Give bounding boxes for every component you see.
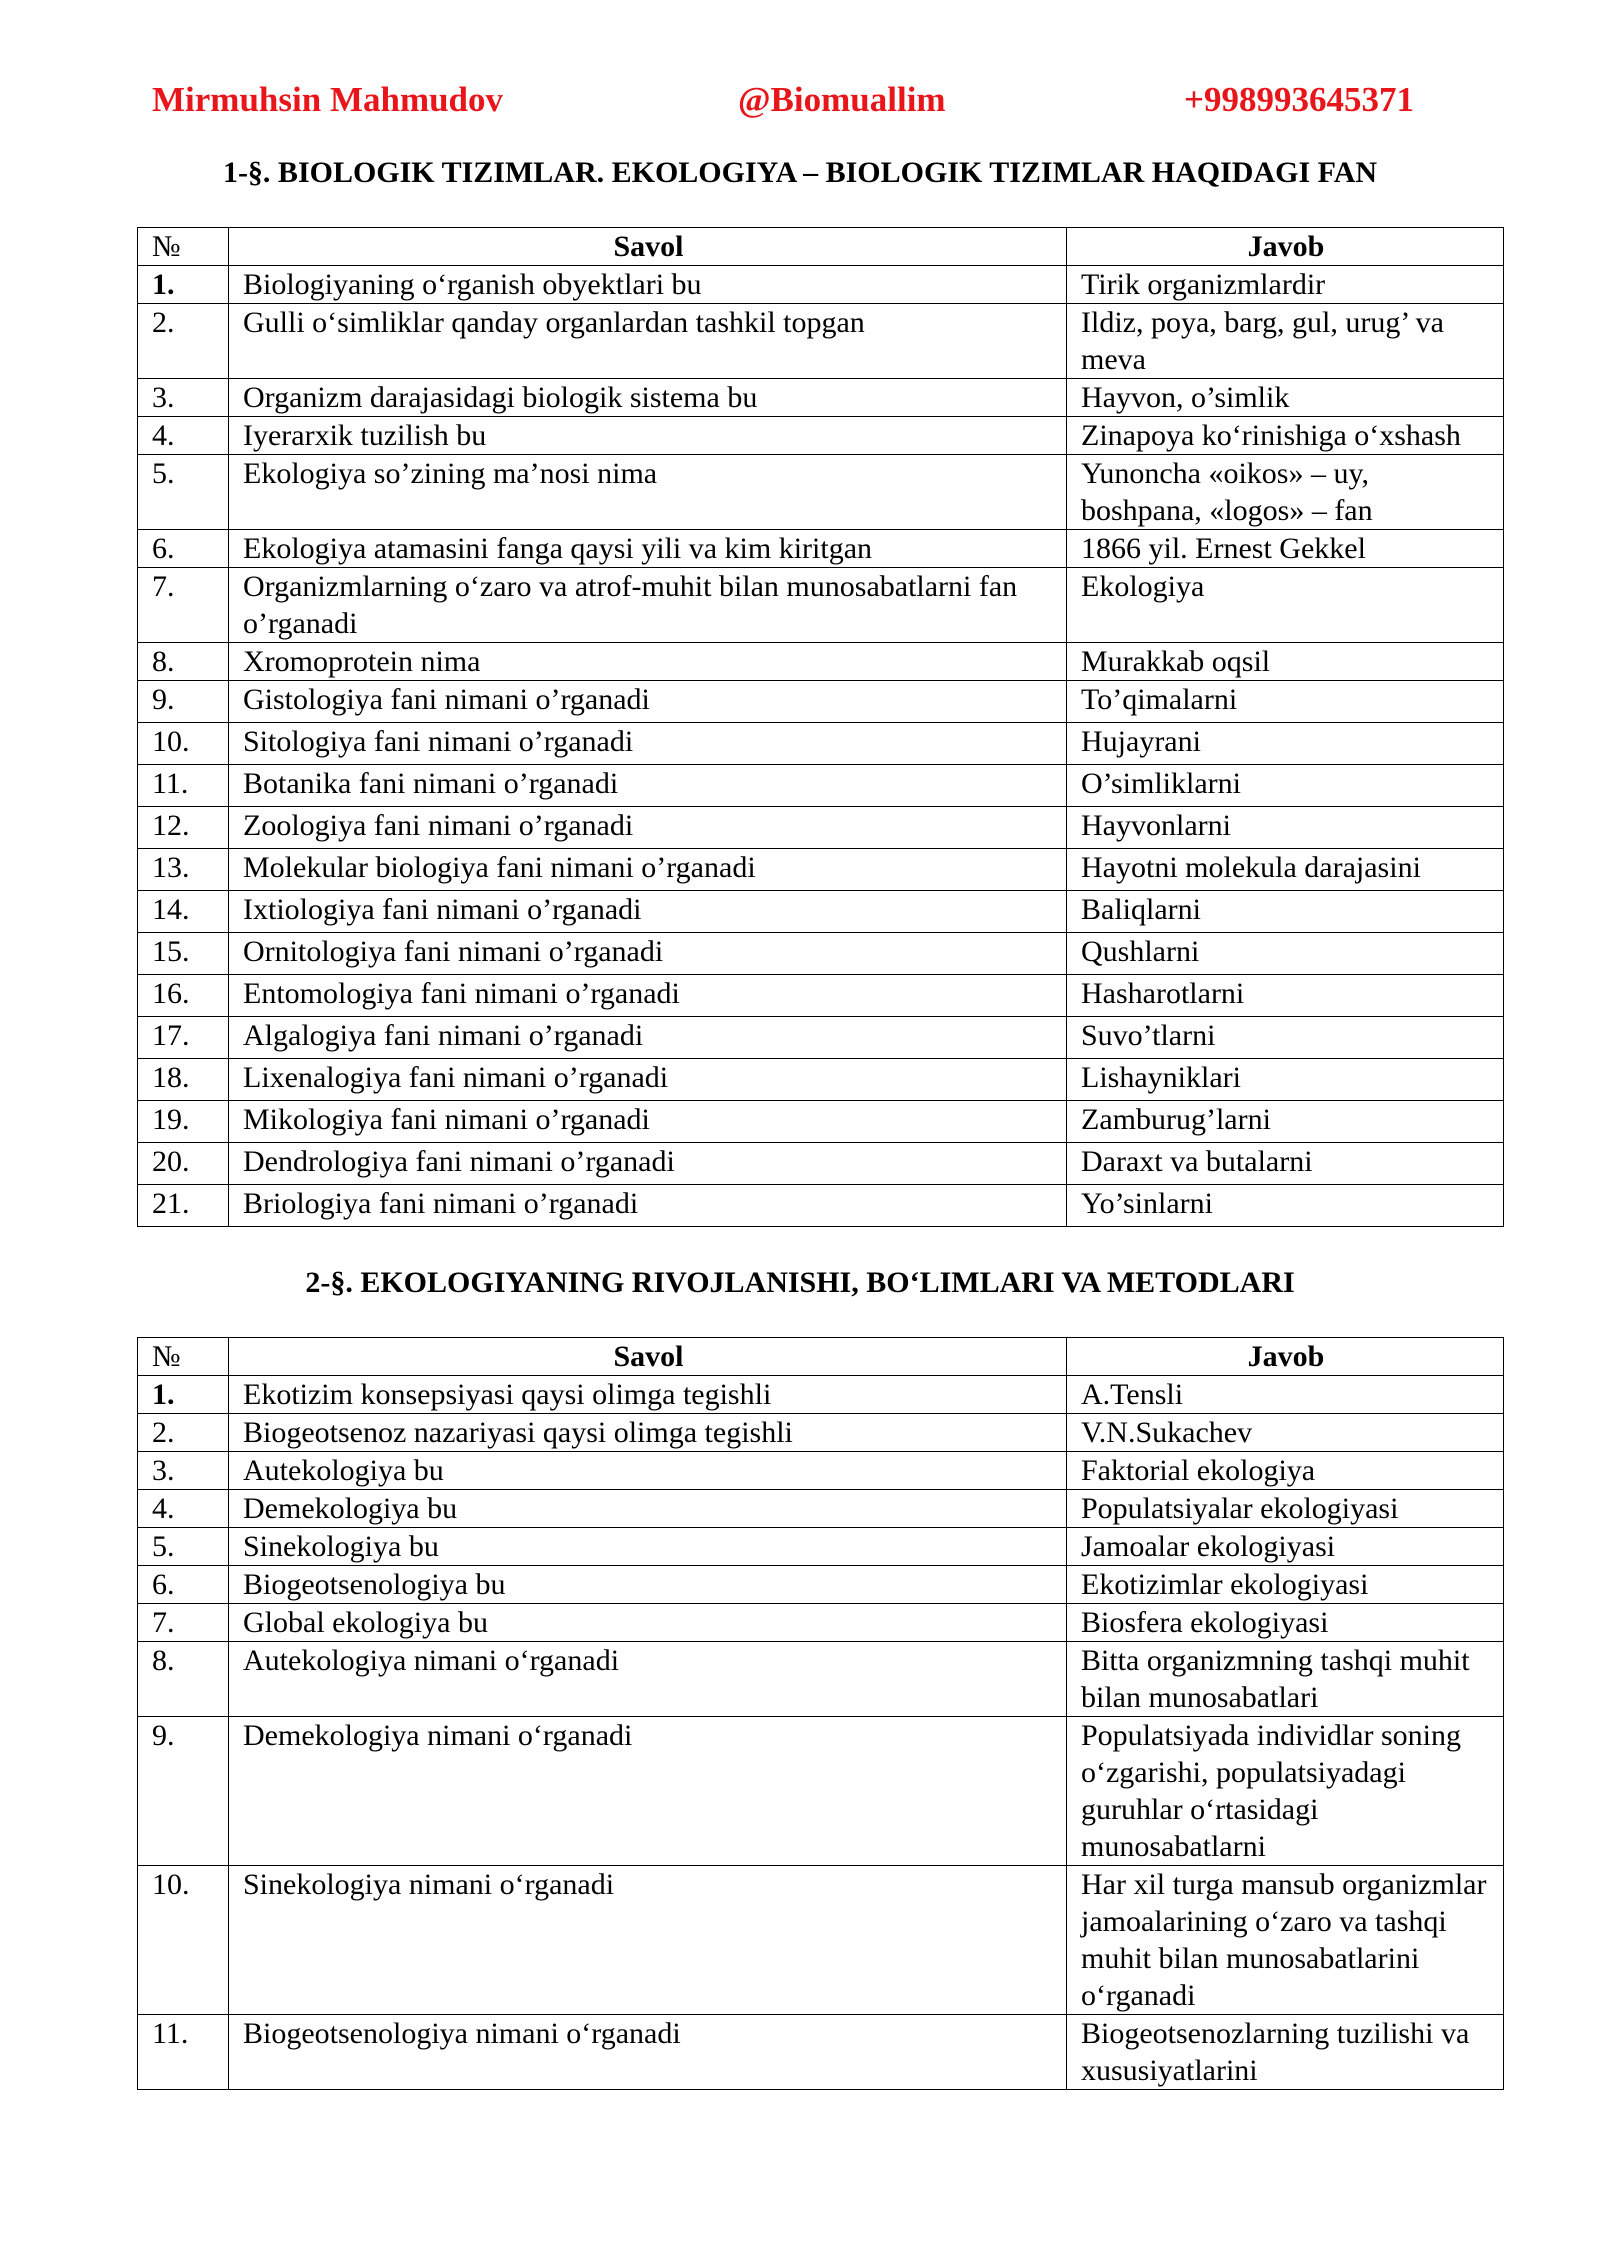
- answer-cell: Biogeotsenozlarning tuzilishi va xususiyatlarini: [1067, 2015, 1504, 2090]
- question-cell: Sitologiya fani nimani o’rganadi: [229, 723, 1067, 765]
- question-cell: Demekologiya bu: [229, 1490, 1067, 1528]
- table-row: [138, 568, 1504, 643]
- answer-cell: Ildiz, poya, barg, gul, urug’ va meva: [1067, 304, 1504, 379]
- question-cell: Biogeotsenologiya nimani o‘rganadi: [229, 2015, 1067, 2090]
- question-cell: Autekologiya nimani o‘rganadi: [229, 1642, 1067, 1717]
- answer-cell: Yo’sinlarni: [1067, 1185, 1504, 1227]
- telegram-handle: @Biomuallim: [738, 80, 946, 119]
- answer-cell: Tirik organizmlardir: [1067, 266, 1504, 304]
- question-cell: Autekologiya bu: [229, 1452, 1067, 1490]
- answer-cell: Hasharotlarni: [1067, 975, 1504, 1017]
- question-cell: Sinekologiya bu: [229, 1528, 1067, 1566]
- row-number: 9.: [138, 681, 229, 723]
- row-number: 1.: [138, 1376, 229, 1414]
- question-cell: Biogeotsenoz nazariyasi qaysi olimga tegishli: [229, 1414, 1067, 1452]
- table-row: [138, 379, 1504, 417]
- question-cell: Iyerarxik tuzilish bu: [229, 417, 1067, 455]
- answer-cell: Zamburug’larni: [1067, 1101, 1504, 1143]
- table-row: [138, 455, 1504, 530]
- row-number: 8.: [138, 1642, 229, 1717]
- answer-cell: Hujayrani: [1067, 723, 1504, 765]
- row-number: 11.: [138, 765, 229, 807]
- question-cell: Ekologiya atamasini fanga qaysi yili va kim kiritgan: [229, 530, 1067, 568]
- question-cell: Algalogiya fani nimani o’rganadi: [229, 1017, 1067, 1059]
- question-cell: Organizmlarning o‘zaro va atrof-muhit bilan munosabatlarni fan o’rganadi: [229, 568, 1067, 643]
- row-number: 2.: [138, 304, 229, 379]
- table-row: [138, 1017, 1504, 1059]
- row-number: 5.: [138, 455, 229, 530]
- table-row: [138, 1490, 1504, 1528]
- row-number: 2.: [138, 1414, 229, 1452]
- column-header-answer: Javob: [1067, 228, 1504, 266]
- page-header: [0, 78, 1600, 122]
- table-row: [138, 1642, 1504, 1717]
- answer-cell: Populatsiyalar ekologiyasi: [1067, 1490, 1504, 1528]
- table-row: [138, 807, 1504, 849]
- column-header-answer: Javob: [1067, 1338, 1504, 1376]
- table-row: [138, 304, 1504, 379]
- answer-cell: Har xil turga mansub organizmlar jamoalarining o‘zaro va tashqi muhit bilan munosabatlarini o‘rganadi: [1067, 1866, 1504, 2015]
- row-number: 15.: [138, 933, 229, 975]
- question-cell: Biogeotsenologiya bu: [229, 1566, 1067, 1604]
- question-cell: Gulli o‘simliklar qanday organlardan tashkil topgan: [229, 304, 1067, 379]
- answer-cell: Ekologiya: [1067, 568, 1504, 643]
- row-number: 6.: [138, 1566, 229, 1604]
- answer-cell: 1866 yil. Ernest Gekkel: [1067, 530, 1504, 568]
- question-cell: Zoologiya fani nimani o’rganadi: [229, 807, 1067, 849]
- question-cell: Dendrologiya fani nimani o’rganadi: [229, 1143, 1067, 1185]
- author-name: Mirmuhsin Mahmudov: [152, 80, 504, 119]
- table-row: [138, 723, 1504, 765]
- row-number: 6.: [138, 530, 229, 568]
- answer-cell: Daraxt va butalarni: [1067, 1143, 1504, 1185]
- answer-cell: Faktorial ekologiya: [1067, 1452, 1504, 1490]
- row-number: 14.: [138, 891, 229, 933]
- table-header-row: [138, 1338, 1504, 1376]
- section-1-title: 1-§. BIOLOGIK TIZIMLAR. EKOLOGIYA – BIOLOGIK TIZIMLAR HAQIDAGI FAN: [222, 156, 1378, 189]
- column-header-question: Savol: [229, 1338, 1067, 1376]
- table-row: [138, 891, 1504, 933]
- answer-cell: Yunoncha «oikos» – uy, boshpana, «logos» – fan: [1067, 455, 1504, 530]
- row-number: 1.: [138, 266, 229, 304]
- table-row: [138, 975, 1504, 1017]
- row-number: 17.: [138, 1017, 229, 1059]
- answer-cell: Biosfera ekologiyasi: [1067, 1604, 1504, 1642]
- answer-cell: Populatsiyada individlar soning o‘zgarishi, populatsiyadagi guruhlar o‘rtasidagi munosabatlarni: [1067, 1717, 1504, 1866]
- answer-cell: Qushlarni: [1067, 933, 1504, 975]
- question-cell: Lixenalogiya fani nimani o’rganadi: [229, 1059, 1067, 1101]
- answer-cell: Hayvon, o’simlik: [1067, 379, 1504, 417]
- question-cell: Sinekologiya nimani o‘rganadi: [229, 1866, 1067, 2015]
- table-row: [138, 417, 1504, 455]
- table-row: [138, 1866, 1504, 2015]
- table-row: [138, 1185, 1504, 1227]
- row-number: 16.: [138, 975, 229, 1017]
- table-row: [138, 266, 1504, 304]
- answer-cell: Lishayniklari: [1067, 1059, 1504, 1101]
- table-row: [138, 2015, 1504, 2090]
- row-number: 7.: [138, 1604, 229, 1642]
- table-row: [138, 1717, 1504, 1866]
- answer-cell: Jamoalar ekologiyasi: [1067, 1528, 1504, 1566]
- row-number: 4.: [138, 417, 229, 455]
- answer-cell: Ekotizimlar ekologiyasi: [1067, 1566, 1504, 1604]
- answer-cell: V.N.Sukachev: [1067, 1414, 1504, 1452]
- row-number: 11.: [138, 2015, 229, 2090]
- row-number: 9.: [138, 1717, 229, 1866]
- section-2-table: [137, 1337, 1504, 2090]
- answer-cell: A.Tensli: [1067, 1376, 1504, 1414]
- phone-number: +998993645371: [1184, 80, 1414, 119]
- table-row: [138, 1376, 1504, 1414]
- row-number: 10.: [138, 1866, 229, 2015]
- row-number: 10.: [138, 723, 229, 765]
- table-row: [138, 1143, 1504, 1185]
- table-row: [138, 681, 1504, 723]
- table-row: [138, 643, 1504, 681]
- row-number: 18.: [138, 1059, 229, 1101]
- table-row: [138, 1604, 1504, 1642]
- answer-cell: Bitta organizmning tashqi muhit bilan munosabatlari: [1067, 1642, 1504, 1717]
- row-number: 13.: [138, 849, 229, 891]
- column-header-number: №: [138, 228, 229, 266]
- answer-cell: Zinapoya ko‘rinishiga o‘xshash: [1067, 417, 1504, 455]
- question-cell: Gistologiya fani nimani o’rganadi: [229, 681, 1067, 723]
- column-header-number: №: [138, 1338, 229, 1376]
- row-number: 8.: [138, 643, 229, 681]
- row-number: 7.: [138, 568, 229, 643]
- question-cell: Ekologiya so’zining ma’nosi nima: [229, 455, 1067, 530]
- question-cell: Molekular biologiya fani nimani o’rganadi: [229, 849, 1067, 891]
- section-2-title: 2-§. EKOLOGIYANING RIVOJLANISHI, BO‘LIMLARI VA METODLARI: [305, 1266, 1295, 1299]
- answer-cell: Suvo’tlarni: [1067, 1017, 1504, 1059]
- question-cell: Mikologiya fani nimani o’rganadi: [229, 1101, 1067, 1143]
- question-cell: Briologiya fani nimani o’rganadi: [229, 1185, 1067, 1227]
- answer-cell: Murakkab oqsil: [1067, 643, 1504, 681]
- row-number: 4.: [138, 1490, 229, 1528]
- question-cell: Xromoprotein nima: [229, 643, 1067, 681]
- table-row: [138, 765, 1504, 807]
- table-row: [138, 1528, 1504, 1566]
- table-row: [138, 933, 1504, 975]
- row-number: 3.: [138, 1452, 229, 1490]
- row-number: 12.: [138, 807, 229, 849]
- row-number: 19.: [138, 1101, 229, 1143]
- question-cell: Demekologiya nimani o‘rganadi: [229, 1717, 1067, 1866]
- table-row: [138, 1059, 1504, 1101]
- answer-cell: Baliqlarni: [1067, 891, 1504, 933]
- row-number: 21.: [138, 1185, 229, 1227]
- table-row: [138, 1101, 1504, 1143]
- question-cell: Ekotizim konsepsiyasi qaysi olimga tegishli: [229, 1376, 1067, 1414]
- question-cell: Botanika fani nimani o’rganadi: [229, 765, 1067, 807]
- table-row: [138, 530, 1504, 568]
- question-cell: Global ekologiya bu: [229, 1604, 1067, 1642]
- row-number: 3.: [138, 379, 229, 417]
- question-cell: Entomologiya fani nimani o’rganadi: [229, 975, 1067, 1017]
- table-row: [138, 1566, 1504, 1604]
- table-row: [138, 1414, 1504, 1452]
- answer-cell: O’simliklarni: [1067, 765, 1504, 807]
- row-number: 5.: [138, 1528, 229, 1566]
- table-row: [138, 849, 1504, 891]
- column-header-question: Savol: [229, 228, 1067, 266]
- question-cell: Ornitologiya fani nimani o’rganadi: [229, 933, 1067, 975]
- table-row: [138, 1452, 1504, 1490]
- row-number: 20.: [138, 1143, 229, 1185]
- question-cell: Organizm darajasidagi biologik sistema bu: [229, 379, 1067, 417]
- answer-cell: To’qimalarni: [1067, 681, 1504, 723]
- question-cell: Biologiyaning o‘rganish obyektlari bu: [229, 266, 1067, 304]
- question-cell: Ixtiologiya fani nimani o’rganadi: [229, 891, 1067, 933]
- answer-cell: Hayvonlarni: [1067, 807, 1504, 849]
- answer-cell: Hayotni molekula darajasini: [1067, 849, 1504, 891]
- table-header-row: [138, 228, 1504, 266]
- section-1-table: [137, 227, 1504, 1227]
